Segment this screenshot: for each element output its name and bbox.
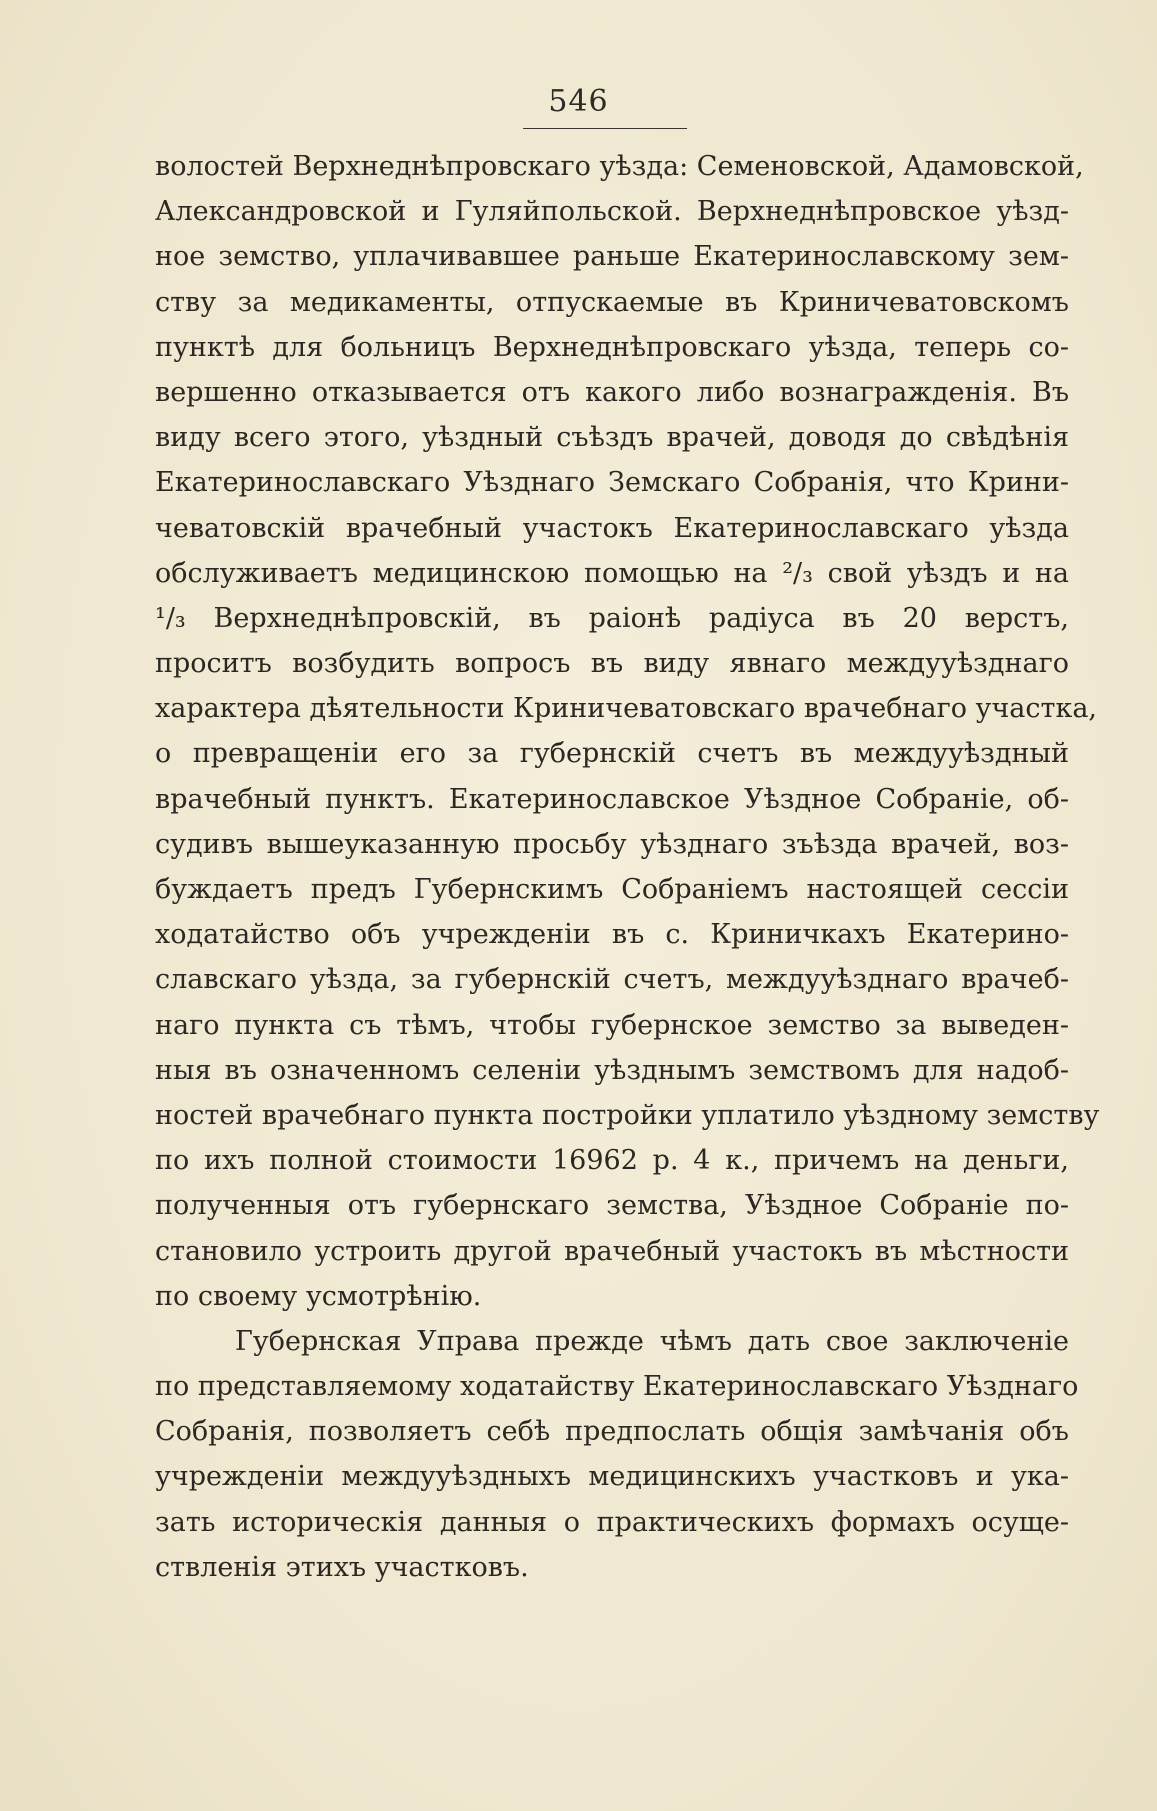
text-line: ¹/₃ Верхнеднѣпровскій, въ раіонѣ радіуса въ 20 верстъ, xyxy=(155,602,1069,634)
text-line: Губернская Управа прежде чѣмъ дать свое заключеніе xyxy=(235,1325,1069,1357)
text-line: Екатеринославскаго Уѣзднаго Земскаго Собранія, что Крини- xyxy=(155,467,1069,499)
page-number-rule xyxy=(523,128,687,129)
paragraph xyxy=(155,1319,1079,1590)
text-line: Собранія, позволяетъ себѣ предпослать общія замѣчанія объ xyxy=(155,1416,1069,1448)
text-line: по своему усмотрѣнію. xyxy=(155,1280,482,1312)
text-line: ное земство, уплачивавшее раньше Екатеринославскому зем- xyxy=(155,241,1069,273)
page-number: 546 xyxy=(548,84,609,119)
body-text xyxy=(155,144,1100,1590)
text-line: виду всего этого, уѣздный съѣздъ врачей, доводя до свѣдѣнія xyxy=(155,422,1069,454)
text-line: характера дѣятельности Криничеватовскаго врачебнаго участка, xyxy=(155,693,1098,725)
text-line: славскаго уѣзда, за губернскій счетъ, междууѣзднаго врачеб- xyxy=(155,964,1069,996)
text-line: учрежденіи междууѣздныхъ медицинскихъ участковъ и ука- xyxy=(155,1461,1069,1493)
text-line: ныя въ означенномъ селеніи уѣзднымъ земствомъ для надоб- xyxy=(155,1054,1069,1086)
text-line: о превращеніи его за губернскій счетъ въ междууѣздный xyxy=(155,738,1069,770)
text-line: пунктѣ для больницъ Верхнеднѣпровскаго уѣзда, теперь со- xyxy=(155,331,1069,363)
text-line: врачебный пунктъ. Екатеринославское Уѣздное Собраніе, об- xyxy=(155,783,1069,815)
text-line: становило устроить другой врачебный участокъ въ мѣстности xyxy=(155,1235,1069,1267)
text-line: волостей Верхнеднѣпровскаго уѣзда: Семеновской, Адамовской, xyxy=(155,151,1084,182)
text-line: буждаетъ предъ Губернскимъ Собраніемъ настоящей сессіи xyxy=(155,874,1069,905)
text-line: полученныя отъ губернскаго земства, Уѣздное Собраніе по- xyxy=(155,1190,1069,1222)
text-line: по ихъ полной стоимости 16962 р. 4 к., причемъ на деньги, xyxy=(155,1145,1069,1177)
text-line: обслуживаетъ медицинскою помощью на ²/₃ свой уѣздъ и на xyxy=(155,557,1069,589)
text-line: ству за медикаменты, отпускаемые въ Криничеватовскомъ xyxy=(155,286,1069,318)
text-line: вершенно отказывается отъ какого либо вознагражденія. Въ xyxy=(155,376,1069,408)
text-line: Александровской и Гуляйпольской. Верхнеднѣпровское уѣзд- xyxy=(155,196,1069,228)
text-line: по представляемому ходатайству Екатеринославскаго Уѣзднаго xyxy=(155,1371,1079,1403)
text-line: ностей врачебнаго пункта постройки уплатило уѣздному земству xyxy=(155,1099,1100,1131)
text-line: ствленія этихъ участковъ. xyxy=(155,1551,529,1583)
text-line: судивъ вышеуказанную просьбу уѣзднаго зъѣзда врачей, воз- xyxy=(155,828,1069,860)
text-line: ходатайство объ учрежденіи въ с. Криничкахъ Екатерино- xyxy=(155,919,1069,951)
text-line: наго пункта съ тѣмъ, чтобы губернское земство за выведен- xyxy=(155,1009,1069,1041)
paragraph xyxy=(155,144,1100,1319)
text-line: проситъ возбудить вопросъ въ виду явнаго междууѣзднаго xyxy=(155,648,1069,680)
text-line: чеватовскій врачебный участокъ Екатеринославскаго уѣзда xyxy=(155,512,1069,544)
text-line: зать историческія данныя о практическихъ формахъ осуще- xyxy=(155,1506,1069,1538)
